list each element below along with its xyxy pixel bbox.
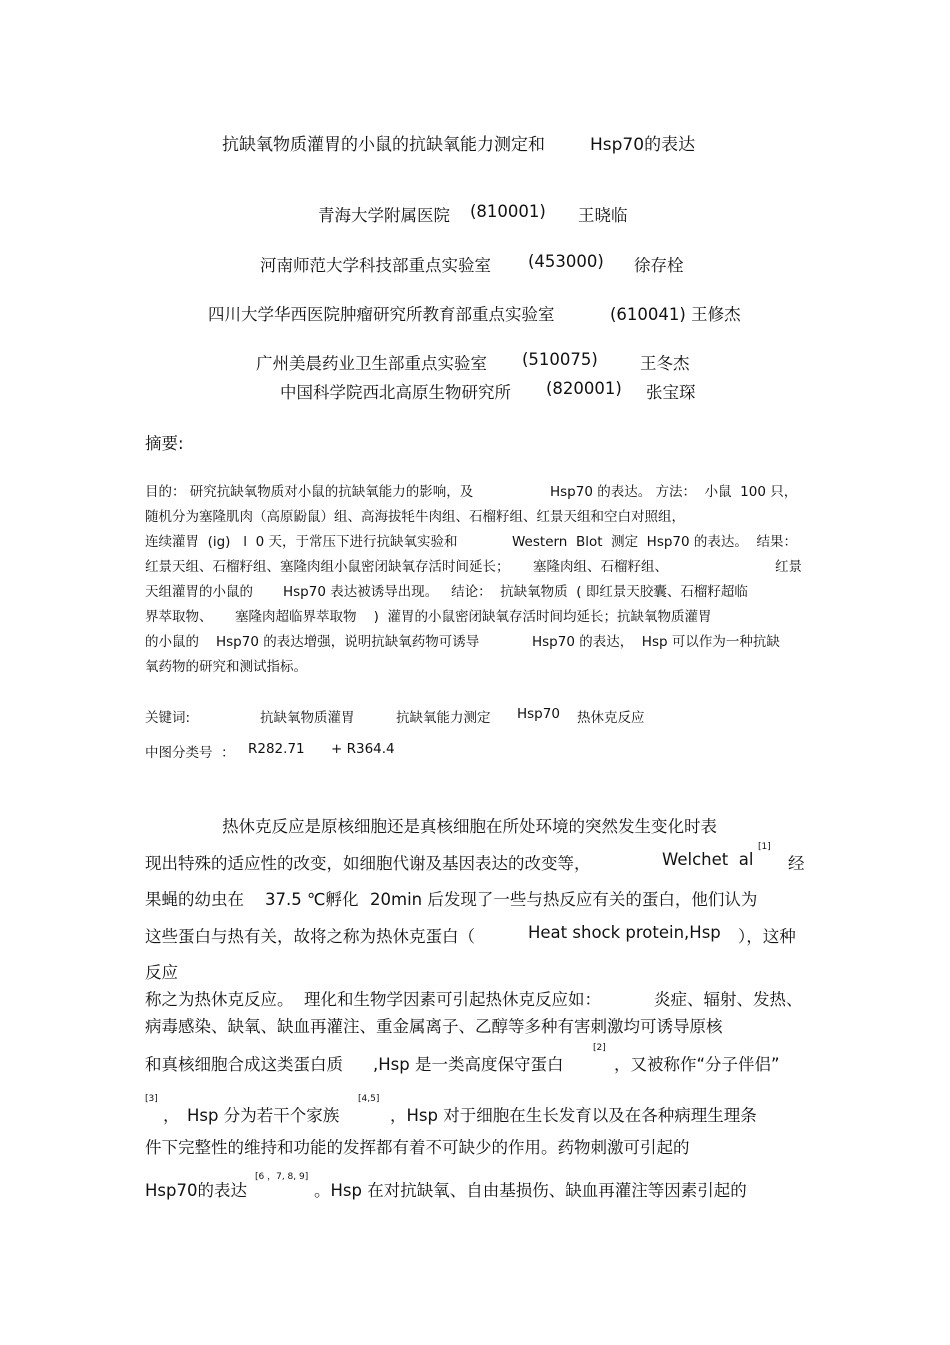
abstract-line: 界萃取物、 [145,609,213,625]
body-line: ），这种 [738,927,796,946]
keyword: Hsp70 [517,706,560,722]
body-line: Hsp70的表达 [145,1181,247,1200]
classification-label: 中图分类号 ： [145,745,235,761]
abstract-line: Hsp70 的表达。 方法： 小鼠 100 只， [550,484,798,500]
body-line: Heat shock protein,Hsp [528,923,721,942]
abstract-line: 连续灌胃 (ig) l 0 天，于常压下进行抗缺氧实验和 [145,534,458,550]
paper-title-en: Hsp70的表达 [590,135,696,155]
body-line: ，Hsp 对于细胞在生长发育以及在各种病理生理条 [390,1106,757,1125]
paper-title-cn: 抗缺氧物质灌胃的小鼠的抗缺氧能力测定和 [222,135,545,155]
classification-code: R282.71 [248,741,305,757]
abstract-line: 红景 [775,559,802,575]
body-line: 件下完整性的维持和功能的发挥都有着不可缺少的作用。药物刺激可引起的 [145,1138,690,1157]
citation: [3] [145,1094,158,1104]
abstract-line: Hsp70 的表达， Hsp 可以作为一种抗缺 [532,634,780,650]
abstract-line: 氧药物的研究和测试指标。 [145,659,307,675]
keyword: 抗缺氧物质灌胃 [260,710,355,726]
body-line: 和真核细胞合成这类蛋白质 [145,1055,343,1074]
affiliation-inst: 四川大学华西医院肿瘤研究所教育部重点实验室 [208,305,555,324]
affiliation-inst: 广州美晨药业卫生部重点实验室 [256,354,487,373]
affiliation-code: (510075) [522,350,598,369]
body-line: 现出特殊的适应性的改变，如细胞代谢及基因表达的改变等， [145,854,591,873]
citation: [1] [758,842,771,852]
body-line: 经 [788,854,805,873]
affiliation-author: 王冬杰 [640,354,690,373]
affiliation-inst: 中国科学院西北高原生物研究所 [280,383,511,402]
affiliation-inst: 青海大学附属医院 [318,206,450,225]
affiliation-code: (453000) [528,252,604,271]
body-line: ,Hsp 是一类高度保守蛋白 [373,1055,564,1074]
affiliation-inst: 河南师范大学科技部重点实验室 [260,256,491,275]
body-line: 20min 后发现了一些与热反应有关的蛋白，他们认为 [370,890,758,909]
abstract-line: 目的： 研究抗缺氧物质对小鼠的抗缺氧能力的影响，及 [145,484,474,500]
body-line: 热休克反应是原核细胞还是真核细胞在所处环境的突然发生变化时表 [222,817,717,836]
citation: [4,5] [358,1094,380,1104]
keyword: 抗缺氧能力测定 [396,710,491,726]
citation: [6 ，7, 8, 9] [255,1172,309,1182]
body-line: Welchet al [662,850,754,869]
citation: [2] [593,1043,606,1053]
abstract-line: Western Blot 测定 Hsp70 的表达。 结果： [512,534,797,550]
keywords-label: 关键词: [145,710,191,726]
body-line: 炎症、辐射、发热、 [654,990,803,1009]
affiliation-code: (810001) [470,202,546,221]
affiliation-code: (610041) 王修杰 [610,305,741,324]
body-line: ，又被称作“分子伴侣” [614,1055,780,1074]
body-line: 。Hsp 在对抗缺氧、自由基损伤、缺血再灌注等因素引起的 [314,1181,747,1200]
affiliation-author: 徐存栓 [634,256,684,275]
body-line: 病毒感染、缺氧、缺血再灌注、重金属离子、乙醇等多种有害刺激均可诱导原核 [145,1017,723,1036]
abstract-heading: 摘要: [145,434,184,453]
body-line: 称之为热休克反应。 理化和生物学因素可引起热休克反应如： [145,990,601,1009]
abstract-line: 随机分为塞隆肌肉（高原鼢鼠）组、高海拔牦牛肉组、石榴籽组、红景天组和空白对照组， [145,509,685,525]
abstract-line: Hsp70 的表达增强，说明抗缺氧药物可诱导 [216,634,480,650]
body-line: 37.5 ℃孵化 [265,890,359,909]
abstract-line: 的小鼠的 [145,634,199,650]
abstract-line: 红景天组、石榴籽组、塞隆肉组小鼠密闭缺氧存活时间延长； [145,559,510,575]
affiliation-author: 王晓临 [578,206,628,225]
body-line: ， [163,1106,180,1125]
abstract-line: Hsp70 表达被诱导出现。 结论： 抗缺氧物质 ( 即红景天胶囊、石榴籽超临 [283,584,748,600]
body-line: 反应 [145,963,178,982]
body-line: 这些蛋白与热有关，故将之称为热休克蛋白（ [145,927,475,946]
abstract-line: 塞隆肉超临界萃取物 ) 灌胃的小鼠密闭缺氧存活时间均延长；抗缺氧物质灌胃 [235,609,712,625]
body-line: 果蝇的幼虫在 [145,890,244,909]
affiliation-code: (820001) [546,379,622,398]
classification-code: + R364.4 [331,741,395,757]
abstract-line: 塞隆肉组、石榴籽组、 [533,559,668,575]
keyword: 热休克反应 [577,710,645,726]
body-line: Hsp 分为若干个家族 [187,1106,340,1125]
affiliation-author: 张宝琛 [646,383,696,402]
abstract-line: 天组灌胃的小鼠的 [145,584,253,600]
